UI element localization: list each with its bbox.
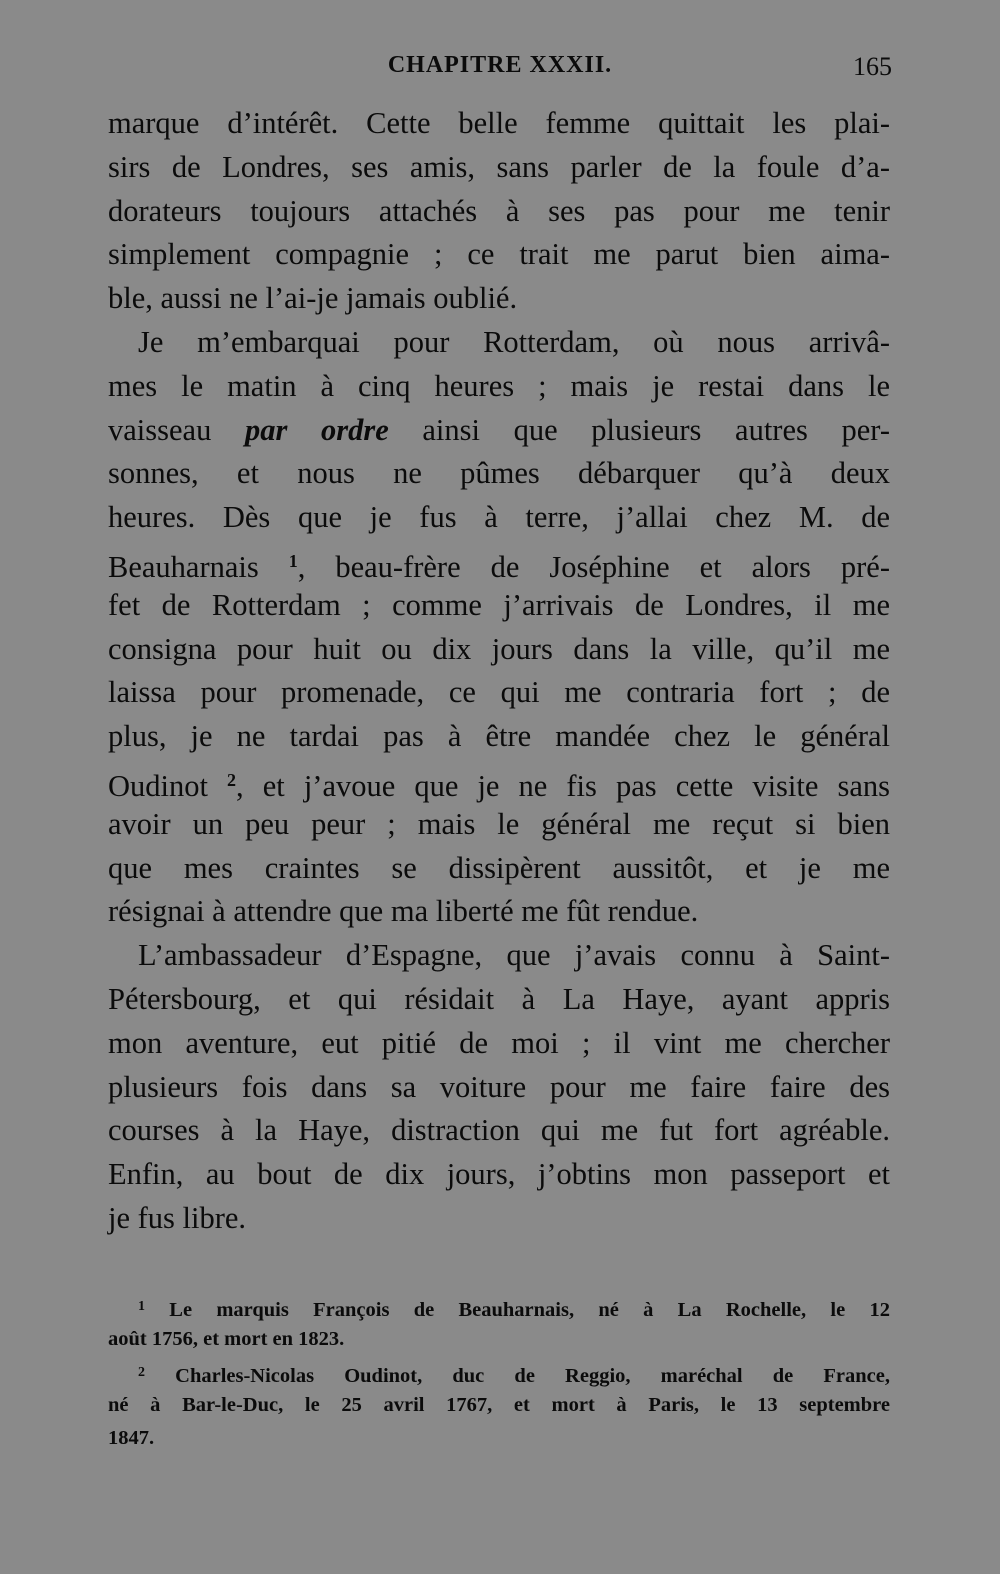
text-line: avoir un peu peur ; mais le général me reçut si bien xyxy=(108,806,890,841)
text-line: courses à la Haye, distraction qui me fut fort agréable. xyxy=(108,1113,890,1148)
text-line: simplement compagnie ; ce trait me parut bien aima- xyxy=(108,237,890,272)
footnote-number: 1 xyxy=(138,1299,145,1314)
footnote xyxy=(108,1290,890,1356)
text-line: résignai à attendre que ma liberté me fût rendue. xyxy=(108,894,699,929)
text-line: Enfin, au bout de dix jours, j’obtins mon passeport et xyxy=(108,1157,890,1192)
text-line: sonnes, et nous ne pûmes débarquer qu’à deux xyxy=(108,456,890,491)
footnote-text: Charles-Nicolas Oudinot, duc de Reggio, maréchal de France, xyxy=(175,1365,890,1387)
footnote-line xyxy=(108,1356,890,1389)
text-line: Je m’embarquai pour Rotterdam, où nous arrivâ- xyxy=(138,324,890,359)
text-line: sirs de Londres, ses amis, sans parler de la foule d’a- xyxy=(108,149,890,184)
footnote-text: Le marquis François de Beauharnais, né à La Rochelle, le 12 xyxy=(169,1299,890,1321)
text-line: je fus libre. xyxy=(108,1200,247,1235)
text-run: vaisseau xyxy=(108,412,245,447)
chapter-title: CHAPITRE XXXII. xyxy=(387,52,613,78)
footnote-line: 1847. xyxy=(108,1427,155,1449)
text-run: Oudinot xyxy=(108,768,228,803)
footnote-line: né à Bar-le-Duc, le 25 avril 1767, et mort à Paris, le 13 septembre xyxy=(108,1394,890,1416)
text-line: heures. Dès que je fus à terre, j’allai chez M. de xyxy=(108,500,890,535)
text-line: que mes craintes se dissipèrent aussitôt, et je me xyxy=(108,850,890,885)
text-run: , et j’avoue que je ne fis pas cette visite sans xyxy=(236,768,890,803)
text-line xyxy=(108,540,890,584)
footnote-marker[interactable]: 1 xyxy=(288,550,298,571)
text-line: Pétersbourg, et qui résidait à La Haye, ayant appris xyxy=(108,981,890,1016)
text-line: plusieurs fois dans sa voiture pour me faire faire des xyxy=(108,1069,890,1104)
text-line: plus, je ne tardai pas à être mandée chez le général xyxy=(108,719,890,754)
running-header xyxy=(108,52,892,92)
text-line: ble, aussi ne l’ai-je jamais oublié. xyxy=(108,281,518,316)
body-text xyxy=(108,102,890,1241)
footnote-marker[interactable]: 2 xyxy=(227,769,237,790)
emphasis-text: par ordre xyxy=(244,412,389,447)
footnote xyxy=(108,1356,890,1455)
text-line: fet de Rotterdam ; comme j’arrivais de Londres, il me xyxy=(108,587,890,622)
footnote-line xyxy=(108,1290,890,1323)
text-line: L’ambassadeur d’Espagne, que j’avais connu à Saint- xyxy=(138,938,890,973)
text-run: ainsi que plusieurs autres per- xyxy=(388,412,890,447)
text-line: mes le matin à cinq heures ; mais je restai dans le xyxy=(108,368,890,403)
text-line: mon aventure, eut pitié de moi ; il vint me chercher xyxy=(108,1025,890,1060)
text-run: Beauharnais xyxy=(108,549,289,584)
page-number: 165 xyxy=(853,52,892,81)
text-line: consigna pour huit ou dix jours dans la ville, qu’il me xyxy=(108,631,890,666)
text-line xyxy=(108,409,890,453)
footnotes xyxy=(108,1290,890,1455)
text-line xyxy=(108,759,890,803)
text-run: , beau-frère de Joséphine et alors pré- xyxy=(297,549,890,584)
text-line: dorateurs toujours attachés à ses pas pour me tenir xyxy=(108,193,890,228)
text-line: laissa pour promenade, ce qui me contraria fort ; de xyxy=(108,675,890,710)
footnote-number: 2 xyxy=(138,1365,145,1380)
footnote-line: août 1756, et mort en 1823. xyxy=(108,1328,345,1350)
text-line: marque d’intérêt. Cette belle femme quittait les plai- xyxy=(108,106,890,140)
